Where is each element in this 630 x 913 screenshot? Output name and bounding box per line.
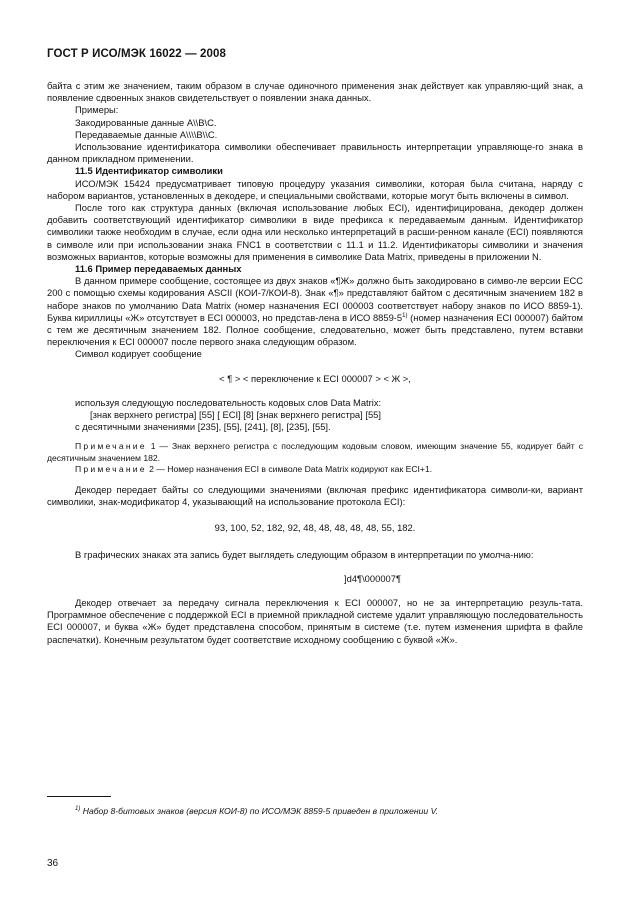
footnote <box>47 806 583 816</box>
note-text: 1 — Знак верхнего регистра с последующим кодовым словом, имеющим значение 55, кодирует байт с десятичным значением 182. <box>47 441 583 463</box>
page-number: 36 <box>47 858 59 869</box>
paragraph <box>47 275 583 348</box>
footnote-marker: 1) <box>75 806 81 813</box>
note-1 <box>47 441 583 464</box>
paragraph-part: В данном примере сообщение, состоящее из двух знаков «¶Ж» должно быть закодировано в симво-ле версии ECC 200 с помощью схемы кодирования ASCII (КОИ-7/КОИ-8). Знак «¶» представляют байтом с десятичным значением 182 в наборе знаков по умолчанию Data Matrix (номер назначения ECI 000003 соответствует набору знаков по ИСО 8859-1). Буква кириллицы «Ж» отсутствует в ECI 000003, но представ-лена в ИСО 8859-5 <box>47 275 583 323</box>
paragraph: Использование идентификатора символики обеспечивает правильность интерпретации управляюще-го знака в данном прикладном применении. <box>47 141 583 165</box>
byte-values: 93, 100, 52, 182, 92, 48, 48, 48, 48, 48, 55, 182. <box>214 522 416 534</box>
note-2 <box>47 464 583 476</box>
footnote-ref: 1) <box>402 312 408 319</box>
example-encoded: Закодированные данные A\\B\C. <box>75 116 217 128</box>
codeword-sequence: [знак верхнего регистра] [55] [ ECI] [8] [знак верхнего регистра] [55] <box>90 409 381 421</box>
page-header: ГОСТ Р ИСО/МЭК 16022 — 2008 <box>47 48 226 60</box>
paragraph: Декодер отвечает за передачу сигнала переключения к ECI 000007, но не за интерпретацию резуль-тата. Программное обеспечение с поддержкой ECI в приемной прикладной системе удалит управляющую последовательность ECI 000007, и буква «Ж» будет представлена способом, принятым в системе (т.е. путем изменения шрифта в файле распечатки). Конечным результатом будет соответствие исходному сообщению с буквой «Ж». <box>47 597 583 645</box>
paragraph: В графических знаках эта запись будет выглядеть следующим образом в интерпретации по умолча-нию: <box>75 548 534 560</box>
footnote-separator <box>47 796 111 797</box>
paragraph: Символ кодирует сообщение <box>75 348 202 360</box>
examples-label: Примеры: <box>75 104 119 116</box>
formula-message: < ¶ > < переключение к ECI 000007 > < Ж >, <box>219 372 411 384</box>
paragraph-part: (номер назначения ECI 000007) байтом с тем же десятичным значением 182. Полное сообщение, следовательно, может быть представлено, путем вставки переключения к ECI 000007 после первого знака следующим образом. <box>47 311 583 348</box>
section-heading-11-6: 11.6 Пример передаваемых данных <box>75 263 242 275</box>
page-body <box>47 80 583 646</box>
note-text: 2 — Номер назначения ECI в символе Data Matrix кодируют как ECI+1. <box>146 464 433 475</box>
note-label: Примечание <box>75 441 147 452</box>
note-label: Примечание <box>75 464 147 475</box>
section-heading-11-5: 11.5 Идентификатор символики <box>75 165 223 177</box>
paragraph: используя следующую последовательность кодовых слов Data Matrix: <box>75 396 382 408</box>
graphic-representation: ]d4¶\000007¶ <box>344 572 401 584</box>
example-transmitted: Передаваемые данные A\\\\B\\C. <box>75 128 218 140</box>
footnote-text: Набор 8-битовых знаков (версия КОИ-8) по ИСО/МЭК 8859-5 приведен в приложении V. <box>80 806 439 816</box>
paragraph: байта с этим же значением, таким образом в случае одиночного применения знак действует как управляю-щий знак, а появление сдвоенных знаков свидетельствует о появлении знака данных. <box>47 80 583 104</box>
paragraph: После того как структура данных (включая использование любых ECI), идентифицирована, декодер должен добавить соответствующий идентификатор символики в виде префикса к передаваемым данным. Идентификатор символики также необходим в случае, если одна или несколько интерпретаций в расши-ренном канале (ECI) появляются в символе или при использовании знака FNC1 в соответствии с 11.1 и 11.2. Идентификаторы символики и значения возможных вариантов, которые возможны для применения в символике Data Matrix, приведены в приложении N. <box>47 202 583 262</box>
paragraph: Декодер передает байты со следующими значениями (включая префикс идентификатора символи-ки, вариант символики, знак-модификатор 4, указывающий на использование протокола ECI): <box>47 483 583 508</box>
decimal-values: с десятичными значениями [235], [55], [241], [8], [235], [55]. <box>75 421 331 433</box>
paragraph: ИСО/МЭК 15424 предусматривает типовую процедуру указания символики, которая была считана, наряду с набором вариантов, установленных в декодере, и специальными свойствами, которые могут быть включены в символ. <box>47 177 583 201</box>
